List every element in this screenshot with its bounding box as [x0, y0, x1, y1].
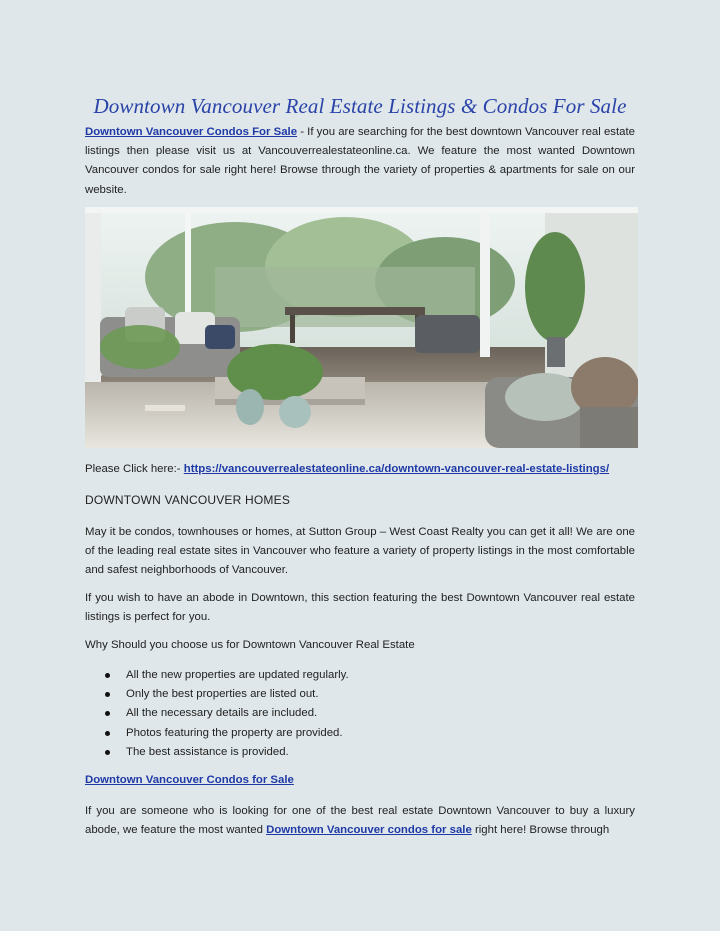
- final-condos-link[interactable]: Downtown Vancouver condos for sale: [266, 824, 472, 837]
- click-here-label: Please Click here:-: [85, 463, 184, 475]
- list-item: Photos featuring the property are provided.: [101, 724, 621, 743]
- bullet-icon: [105, 711, 110, 716]
- listings-url-link[interactable]: https://vancouverrealestateonline.ca/downtown-vancouver-real-estate-listings/: [183, 463, 610, 475]
- list-item: All the necessary details are included.: [101, 704, 621, 723]
- intro-paragraph: [85, 123, 635, 200]
- list-item: Only the best properties are listed out.: [101, 685, 621, 704]
- bullet-icon: [105, 731, 110, 736]
- bullet-icon: [105, 750, 110, 755]
- condos-heading: [85, 771, 635, 790]
- abode-paragraph: If you wish to have an abode in Downtown, this section featuring the best Downtown Vancouver real estate listings is perfect for you.: [85, 592, 635, 624]
- intro-text: - If you are searching for the best downtown Vancouver real estate listings then please visit us at Vancouverrealestateonline.ca. We feature the most wanted Downtown Vancouver condos for sale right here! Browse through the variety of properties & apartments for sale on our website.: [85, 126, 635, 196]
- bullet-icon: [105, 673, 110, 678]
- final-paragraph: If you are someone who is looking for one of the best real estate Downtown Vancouver to buy a luxury abode, we feature the most wanted Downtown Vancouver condos for sale right here! Browse through: [85, 805, 635, 837]
- sutton-paragraph: May it be condos, townhouses or homes, at Sutton Group – West Coast Realty you can get it all! We are one of the leading real estate sites in Vancouver who feature a variety of property listings in the most comfortable and safest neighborhoods of Vancouver.: [85, 526, 635, 577]
- section-heading: DOWNTOWN VANCOUVER HOMES: [85, 493, 291, 507]
- living-room-photo: [85, 207, 638, 448]
- list-item: All the new properties are updated regularly.: [101, 666, 621, 685]
- list-item: The best assistance is provided.: [101, 743, 621, 762]
- bullet-icon: [105, 692, 110, 697]
- why-heading: Why Should you choose us for Downtown Vancouver Real Estate: [85, 639, 415, 651]
- intro-condos-link[interactable]: Downtown Vancouver Condos For Sale: [85, 126, 298, 138]
- document-title: Downtown Vancouver Real Estate Listings & Condos For Sale: [93, 94, 627, 118]
- feature-list: [101, 666, 621, 762]
- click-here-line: [85, 460, 635, 479]
- condos-for-sale-link[interactable]: Downtown Vancouver Condos for Sale: [85, 774, 294, 786]
